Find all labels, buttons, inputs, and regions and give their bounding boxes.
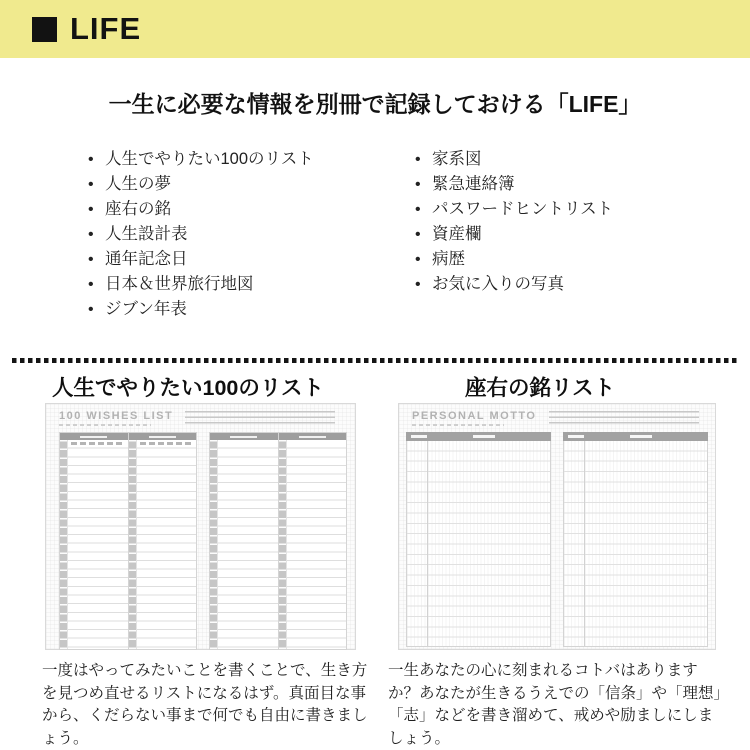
wishes-page-title: 100 WISHES LIST [59, 410, 174, 422]
motto-page-subtitle [412, 424, 504, 426]
motto-left-page [406, 432, 551, 647]
wishes-column [279, 432, 348, 650]
section-heading-wishes: 人生でやりたい100のリスト [52, 376, 324, 400]
wishes-column-body [210, 440, 278, 649]
banner-title: LIFE [70, 11, 142, 46]
ruled-rows [67, 440, 128, 649]
section-heading-motto: 座右の銘リスト [465, 376, 616, 400]
motto-column-header [406, 432, 551, 441]
wishes-left-page [59, 432, 197, 650]
ruled-rows [136, 440, 197, 649]
motto-table [399, 432, 715, 647]
list-item: • 緊急連絡簿 [413, 172, 613, 197]
wishes-page-header [46, 404, 355, 432]
list-item: • お気に入りの写真 [413, 272, 613, 297]
column-divider [584, 441, 585, 646]
column-divider [427, 441, 428, 646]
list-item: • 人生設計表 [86, 222, 314, 247]
number-strip [129, 440, 136, 649]
wishes-column-body [60, 440, 128, 649]
motto-right-page [563, 432, 708, 647]
wishes-page-subtitle [59, 424, 151, 426]
sample-handwriting [140, 442, 191, 445]
wishes-right-page [209, 432, 347, 650]
number-strip [60, 440, 67, 649]
wishes-page-title-wrap [59, 410, 173, 426]
list-item: • 人生の夢 [86, 172, 314, 197]
wishes-column-body [129, 440, 197, 649]
motto-page-fineprint [549, 411, 699, 426]
header-banner [0, 0, 750, 58]
wishes-column [59, 432, 129, 650]
motto-page-title: PERSONAL MOTTO [412, 410, 537, 422]
list-item: • 病歴 [413, 247, 613, 272]
motto-page-header [399, 404, 715, 432]
list-item: • パスワードヒントリスト [413, 197, 613, 222]
list-item: • ジブン年表 [86, 297, 314, 322]
wishes-description: 一度はやってみたいことを書くことで、生き方を見つめ直せるリストになるはず。真面目な事から、くだらない事まで何でも自由に書きましょう。 [42, 662, 368, 747]
wishes-column-header [279, 433, 347, 440]
number-strip [210, 440, 217, 649]
motto-column-header [563, 432, 708, 441]
motto-description: 一生あなたの心に刻まれるコトバはありますか？あなたが生きるうえでの「信条」や「理想」「志」などを書き溜めて、戒めや励ましにしましょう。 [388, 662, 722, 747]
wishes-page-fineprint [185, 411, 335, 426]
wishes-column [129, 432, 198, 650]
motto-page-title-wrap [412, 410, 537, 426]
ruled-rows [217, 440, 278, 649]
ruled-rows [286, 440, 347, 649]
motto-page-image [398, 403, 716, 650]
number-strip [279, 440, 286, 649]
wishes-column-body [279, 440, 347, 649]
life-contents-list-right [413, 147, 613, 297]
list-item: • 座右の銘 [86, 197, 314, 222]
wishes-column-header [60, 433, 128, 440]
motto-ruled-area [406, 441, 551, 647]
wishes-column-header [129, 433, 197, 440]
page-title: 一生に必要な情報を別冊で記録しておける「LIFE」 [108, 91, 642, 117]
wishes-table [46, 432, 355, 650]
motto-ruled-area [563, 441, 708, 647]
list-item: • 資産欄 [413, 222, 613, 247]
wishes-column [209, 432, 279, 650]
life-contents-list-left [86, 147, 314, 322]
list-item: • 家系図 [413, 147, 613, 172]
sample-handwriting [71, 442, 122, 445]
list-item: • 通年記念日 [86, 247, 314, 272]
wishes-column-header [210, 433, 278, 440]
list-item: • 日本＆世界旅行地図 [86, 272, 314, 297]
dotted-divider [12, 358, 738, 363]
black-square-icon [32, 17, 57, 42]
wishes-page-image [45, 403, 356, 650]
list-item: • 人生でやりたい100のリスト [86, 147, 314, 172]
